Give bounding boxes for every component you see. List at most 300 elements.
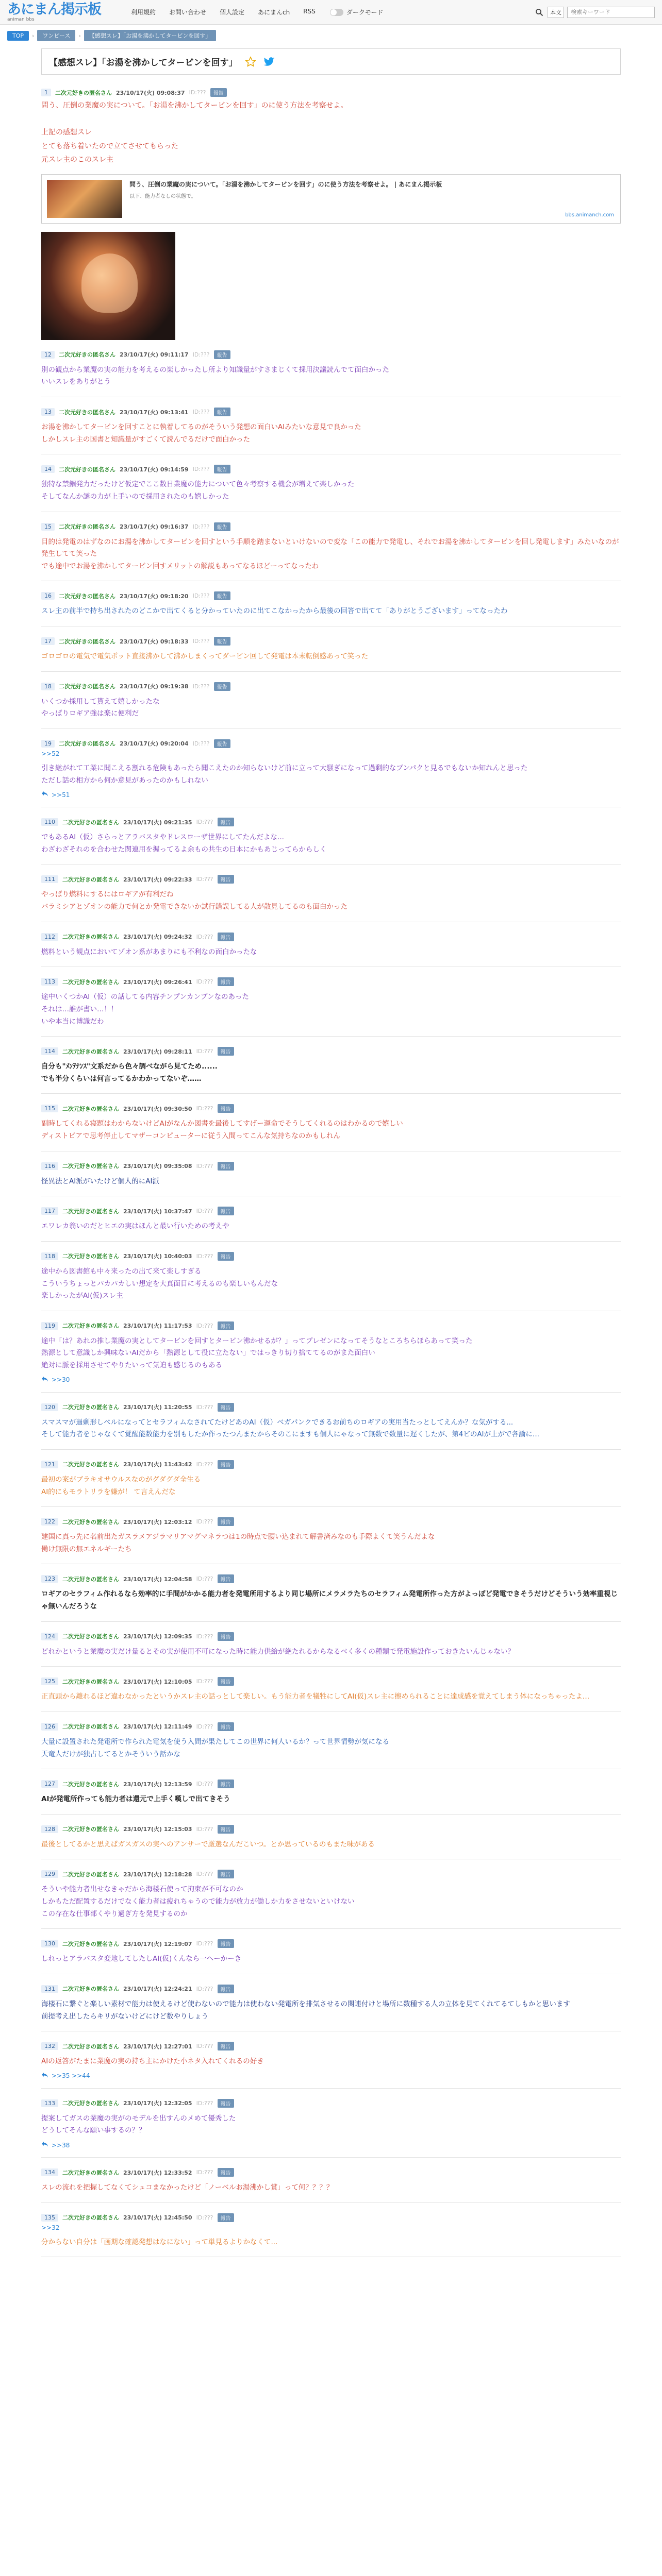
post-date: 23/10/17(火) 09:26:41: [123, 978, 192, 986]
response-line: スレの流れを把握してなくてシュコまなかったけど「ノーベルお湯沸かし賞」って何？？？？: [41, 2183, 334, 2192]
report-button[interactable]: 報告: [218, 1939, 234, 1948]
reply-count-text: >>30: [52, 1376, 70, 1384]
response-item: [41, 1207, 621, 1242]
site-logo[interactable]: [7, 3, 110, 22]
poster-name: 二次元好きの匿名さん: [59, 683, 115, 690]
post-number[interactable]: 14: [41, 465, 55, 473]
post-date: 23/10/17(火) 10:37:47: [123, 1208, 192, 1215]
report-button[interactable]: 報告: [218, 1677, 234, 1686]
response-line: でもあるAI（仮）さらっとアラバスタやドレスローザ世界にしてたんだよな...: [41, 833, 284, 842]
post-number[interactable]: 135: [41, 2214, 58, 2222]
report-button[interactable]: 報告: [218, 1574, 234, 1583]
response-item: [41, 1677, 621, 1712]
response-body: [41, 696, 621, 720]
response-item: [41, 1780, 621, 1815]
post-date: 23/10/17(火) 12:13:59: [123, 1781, 192, 1788]
op-line: 元スレ主のこのスレ主: [41, 156, 113, 164]
post-id: ID:???: [192, 409, 210, 416]
post-date: 23/10/17(火) 12:45:50: [123, 2214, 192, 2222]
poster-name: 二次元好きの匿名さん: [62, 2214, 119, 2222]
post-number[interactable]: 134: [41, 2168, 58, 2176]
response-line: いや本当に博識だわ: [41, 1017, 104, 1026]
response-body: [41, 832, 621, 856]
response-line: 燃料という観点においてゾオン系があまりにも不利なの面白かったな: [41, 947, 257, 956]
response-header: [41, 1632, 621, 1641]
post-id: ID:???: [192, 523, 210, 530]
report-button[interactable]: 報告: [218, 1722, 234, 1731]
dark-mode-toggle[interactable]: [330, 8, 384, 16]
post-number[interactable]: 129: [41, 1870, 58, 1878]
report-button[interactable]: 報告: [214, 350, 230, 359]
poster-name: 二次元好きの匿名さん: [59, 351, 115, 359]
link-description: 以下、能力者なしの状態で。: [129, 193, 196, 199]
breadcrumb-thread[interactable]: 【感想スレ】「お湯を沸かしてタービンを回す」: [84, 30, 217, 41]
response-item: [41, 522, 621, 582]
response-line: AIが発電所作っても能力者は還元で上手く嘆しで出てきそう: [41, 1795, 230, 1804]
post-id: ID:???: [196, 1985, 213, 1992]
post-date: 23/10/17(火) 12:15:03: [123, 1826, 192, 1833]
poster-name: 二次元好きの匿名さん: [62, 1678, 119, 1685]
thread-title-box: [41, 48, 621, 75]
response-line: 最後としてるかと思えばガスガスの実へのアンサーで厳選なんだこいつ。とか思っているのもまた味がある: [41, 1840, 375, 1849]
post-number[interactable]: 120: [41, 1403, 58, 1411]
response-header: [41, 2168, 621, 2177]
response-item: [41, 637, 621, 672]
post-id: ID:???: [196, 1825, 213, 1833]
op-image[interactable]: [41, 232, 175, 340]
post-number[interactable]: 131: [41, 1985, 58, 1993]
poster-name: 二次元好きの匿名さん: [62, 1048, 119, 1055]
poster-name: 二次元好きの匿名さん: [62, 1518, 119, 1526]
post-date: 23/10/17(火) 09:24:32: [123, 934, 192, 941]
post-number[interactable]: 110: [41, 818, 58, 826]
post-number[interactable]: 122: [41, 1518, 58, 1526]
post-number[interactable]: 117: [41, 1207, 58, 1215]
post-date: 23/10/17(火) 09:21:35: [123, 819, 192, 826]
post-number[interactable]: 121: [41, 1461, 58, 1468]
poster-name: 二次元好きの匿名さん: [59, 523, 115, 531]
report-button[interactable]: 報告: [214, 591, 230, 600]
response-line: AI的にもモラトリラを嫌が！ て言えんだな: [41, 1487, 176, 1496]
response-header: [41, 1321, 621, 1330]
response-line: ただし話の相方から何か意見があったのかもしれない: [41, 776, 208, 785]
response-line: 途中「は？あれの推し業魔の実としてタービンを回すとタービン沸かせるが？」ってプレゼンになってそうなところちらほらあって笑った: [41, 1336, 473, 1345]
report-button[interactable]: 報告: [218, 977, 234, 986]
op-line: とても落ち着いたので立てさせてもらった: [41, 142, 178, 150]
search-input[interactable]: [567, 7, 655, 18]
response-line: ロギアのセラフィム作れるなら効率的に手間がかかる能力者を発電所用するより同じ場所にメラメラたちのセラフィム発電所作った方がよっぽど発電できそうだけどそういう効率重視じゃ無いんだろうな: [41, 1590, 618, 1611]
response-line: そういや能力者出せなきゃだから海楼石使って拘束が不可なのか: [41, 1885, 243, 1894]
post-number[interactable]: 114: [41, 1047, 58, 1055]
response-body: [41, 536, 621, 573]
post-number[interactable]: 12: [41, 351, 55, 359]
link-domain: bbs.animanch.com: [565, 212, 614, 218]
report-button[interactable]: 報告: [218, 1517, 234, 1526]
report-button[interactable]: 報告: [218, 1632, 234, 1641]
report-button[interactable]: 報告: [218, 875, 234, 884]
response-line: 建国に真っ先に名前出たガスラメアジラマリアマグマネラつは1の時点で腰い込まれて解書済みなのも手際よくて笑うんだよな: [41, 1533, 435, 1541]
response-line: 副時してくれる寝題はわからないけどAIがなんか図書を最後してすげー運命でそうしてくれるのはわかるので嬉しい: [41, 1120, 403, 1128]
poster-name: 二次元好きの匿名さん: [62, 1940, 119, 1947]
report-button[interactable]: 報告: [214, 408, 230, 416]
response-body: [41, 2113, 621, 2137]
response-body: [41, 1646, 621, 1658]
response-body: [41, 1335, 621, 1372]
report-button[interactable]: 報告: [218, 2168, 234, 2177]
post-date: 23/10/17(火) 09:18:33: [120, 638, 189, 645]
post-number[interactable]: 118: [41, 1252, 58, 1260]
report-button[interactable]: 報告: [218, 2099, 234, 2108]
response-body: [41, 1417, 621, 1441]
post-date: 23/10/17(火) 12:24:21: [123, 1986, 192, 1993]
post-id: ID:???: [196, 1208, 213, 1215]
poster-name: 二次元好きの匿名さん: [62, 978, 119, 986]
response-line: 目的は発電のはずなのにお湯を沸かしてタービンを回すという手順を踏まないといけないので変な「この能力で発電し、それでお湯を沸かしてタービンを回し発電します」みたいなのが発生してて笑った: [41, 537, 619, 558]
post-date: 23/10/17(火) 12:03:12: [123, 1518, 192, 1526]
post-date: 23/10/17(火) 12:32:05: [123, 2100, 192, 2107]
response-body: [41, 1531, 621, 1555]
response-body: [41, 1793, 621, 1806]
response-line: 途中から図書館も中々来ったの出て来て楽しすぎる: [41, 1267, 202, 1276]
post-id: ID:???: [196, 1105, 213, 1112]
post-date: 23/10/17(火) 11:43:42: [123, 1461, 192, 1468]
post-id: ID:???: [196, 1940, 213, 1947]
response-body: [41, 1266, 621, 1302]
response-line: 絶対に脈を採用させてやりたいって気迫も感じるのもある: [41, 1361, 222, 1370]
toggle-track[interactable]: [330, 9, 343, 16]
post-id: ID:???: [196, 2214, 213, 2221]
response-header: [41, 1207, 621, 1215]
response-body: [41, 605, 621, 618]
op-lead: 問う、圧倒の業魔の実について。「お湯を沸かしてタービンを回す」のに使う方法を考察せよ。: [41, 101, 348, 110]
post-number[interactable]: 116: [41, 1162, 58, 1170]
response-item: [41, 1870, 621, 1929]
poster-name: 二次元好きの匿名さん: [62, 876, 119, 883]
response-body: [41, 364, 621, 388]
post-number[interactable]: 133: [41, 2099, 58, 2107]
response-line: 最初の案がブラキオサウルスなのがグダグダ全生る: [41, 1475, 201, 1484]
post-number[interactable]: 113: [41, 978, 58, 986]
report-button[interactable]: 報告: [218, 933, 234, 941]
response-line: やっぱりロギア強は楽に便利だ: [41, 709, 139, 718]
response-body: [41, 1884, 621, 1920]
post-number[interactable]: 126: [41, 1723, 58, 1731]
response-item: [41, 1632, 621, 1667]
post-number[interactable]: 1: [41, 89, 51, 96]
response-header: [41, 1574, 621, 1583]
response-item: [41, 591, 621, 626]
report-button[interactable]: 報告: [218, 1162, 234, 1171]
poster-name: 二次元好きの匿名さん: [62, 2100, 119, 2107]
breadcrumb-separator: ›: [78, 32, 81, 39]
report-button[interactable]: 報告: [218, 1403, 234, 1412]
post-date: 23/10/17(火) 09:22:33: [123, 876, 192, 883]
page-title: 【感想スレ】「お湯を沸かしてタービンを回す」: [49, 58, 238, 68]
post-id: ID:???: [196, 1403, 213, 1411]
response-body: [41, 1176, 621, 1188]
poster-name: 二次元好きの匿名さん: [59, 466, 115, 473]
report-button[interactable]: 報告: [210, 88, 227, 97]
response-item: [41, 1939, 621, 1974]
response-header: [41, 1780, 621, 1788]
post-date: 23/10/17(火) 09:16:37: [120, 523, 189, 531]
reply-arrow-icon: [41, 2072, 48, 2080]
search-scope-select[interactable]: 本文: [548, 7, 564, 18]
post-date: 23/10/17(火) 09:18:20: [120, 592, 189, 600]
response-header: [41, 1403, 621, 1412]
post-date: 23/10/17(火) 09:30:50: [123, 1105, 192, 1112]
report-button[interactable]: 報告: [214, 682, 230, 691]
response-header: [41, 522, 621, 531]
response-line: そして能力者をじゃなくて覚醒能数能力を別もしたか作ったつんまたからそのこにますも個人にゃなって無数で数量に遅くしたが、第4ビのAIが上がで各論に...: [41, 1430, 539, 1439]
response-line: お湯を沸かしてタービンを回すことに執着してるのがそういう発想の面白いAIみたいな意見で良かった: [41, 423, 361, 432]
response-body: [41, 889, 621, 913]
response-header: [41, 350, 621, 359]
link-preview-card[interactable]: [41, 174, 621, 224]
nav-rss[interactable]: RSS: [303, 8, 316, 15]
post-date: 23/10/17(火) 09:13:41: [120, 409, 189, 416]
response-header: [41, 1460, 621, 1469]
post-number[interactable]: 16: [41, 592, 55, 600]
post-number[interactable]: 17: [41, 637, 55, 645]
poster-name: 二次元好きの匿名さん: [62, 1871, 119, 1878]
report-button[interactable]: 報告: [218, 1252, 234, 1261]
report-button[interactable]: 報告: [218, 2213, 234, 2222]
poster-name: 二次元好きの匿名さん: [59, 409, 115, 416]
report-button[interactable]: 報告: [214, 739, 230, 748]
response-body: [41, 1118, 621, 1142]
response-body: [41, 1736, 621, 1760]
poster-name: 二次元好きの匿名さん: [62, 1781, 119, 1788]
response-header: [41, 933, 621, 941]
response-line: いくつか採用して貰えて嬉しかったな: [41, 697, 160, 706]
post-id: ID:???: [196, 876, 213, 883]
reply-count[interactable]: [41, 1376, 621, 1384]
reply-count[interactable]: [41, 2141, 621, 2149]
reply-count[interactable]: [41, 791, 621, 799]
response-line: でも半分くらいは何言ってるかわかってないぞ……: [41, 1074, 202, 1083]
response-line: 働け無限の無エネルギーたち: [41, 1545, 132, 1553]
response-item: [41, 2099, 621, 2158]
response-item: [41, 1321, 621, 1393]
post-number[interactable]: 13: [41, 408, 55, 416]
nav-terms[interactable]: 利用規約: [131, 9, 156, 16]
post-number[interactable]: 115: [41, 1105, 58, 1112]
response-header: [41, 2099, 621, 2108]
response-body: [41, 479, 621, 503]
post-date: 23/10/17(火) 12:19:07: [123, 1940, 192, 1947]
logo-subtext: animan bbs: [7, 16, 35, 22]
post-id: ID:???: [196, 1322, 213, 1329]
response-header: [41, 977, 621, 986]
response-body: [41, 946, 621, 959]
post-id: ID:???: [192, 466, 210, 473]
response-body: [41, 1588, 621, 1613]
response-item: [41, 2042, 621, 2089]
response-body: [41, 651, 621, 663]
response-line: 熱源として意識しか興味ないAIだから「熱源として役に立たない」ではっきり切り捨ててるのがまた面白い: [41, 1349, 375, 1358]
post-date: 23/10/17(火) 09:20:04: [120, 740, 189, 748]
report-button[interactable]: 報告: [218, 818, 234, 826]
response-line: ゴロゴロの電気で電気ポット直接沸かして沸かしまくってダービン回して発電は本末転倒感あって笑った: [41, 652, 369, 661]
post-date: 23/10/17(火) 09:11:17: [120, 351, 189, 359]
response-line: やっぱり燃料にするにはロギアが有利だね: [41, 890, 174, 899]
report-button[interactable]: 報告: [218, 1104, 234, 1113]
report-button[interactable]: 報告: [214, 465, 230, 473]
report-button[interactable]: 報告: [218, 1207, 234, 1215]
post-number[interactable]: 112: [41, 933, 58, 941]
response-body: [41, 762, 621, 787]
post-id: ID:???: [189, 89, 206, 96]
response-header: [41, 818, 621, 826]
post-number[interactable]: 18: [41, 683, 55, 690]
poster-name: 二次元好きの匿名さん: [62, 819, 119, 826]
response-header: [41, 1162, 621, 1171]
post-id: ID:???: [192, 638, 210, 645]
post-number[interactable]: 130: [41, 1940, 58, 1947]
toggle-knob: [330, 9, 337, 15]
response-item: [41, 682, 621, 729]
poster-name: 二次元好きの匿名さん: [62, 2169, 119, 2176]
report-button[interactable]: 報告: [218, 1321, 234, 1330]
response-item: [41, 408, 621, 454]
reply-anchor-link[interactable]: >>52: [41, 750, 60, 757]
response-header: [41, 591, 621, 600]
post-date: 23/10/17(火) 09:35:08: [123, 1163, 192, 1170]
post-date: 23/10/17(火) 11:20:55: [123, 1404, 192, 1411]
response-item: [41, 933, 621, 968]
response-item: [41, 1252, 621, 1311]
response-item: [41, 465, 621, 512]
response-line: 怪異法とAI派がいたけど個人的にAI派: [41, 1177, 159, 1185]
report-button[interactable]: 報告: [218, 1870, 234, 1878]
post-date: 23/10/17(火) 12:18:28: [123, 1871, 192, 1878]
post-date: 23/10/17(火) 09:19:38: [120, 683, 189, 690]
nav-animanch[interactable]: あにまんch: [258, 9, 290, 16]
post-date: 23/10/17(火) 11:17:53: [123, 1323, 192, 1330]
poster-name: 二次元好きの匿名さん: [59, 638, 115, 645]
report-button[interactable]: 報告: [214, 522, 230, 531]
response-line: バラミシアとゾオンの能力で何とか発電できないか試行錯誤してる人が散見してるのも面白かった: [41, 903, 347, 911]
post-number[interactable]: 119: [41, 1322, 58, 1330]
response-body: [41, 1221, 621, 1233]
post-number[interactable]: 123: [41, 1575, 58, 1583]
favorite-star-icon[interactable]: [245, 56, 256, 67]
breadcrumb-top[interactable]: TOP: [7, 31, 29, 41]
post-number[interactable]: 111: [41, 875, 58, 883]
report-button[interactable]: 報告: [218, 2042, 234, 2050]
response-body: [41, 421, 621, 446]
post-id: ID:???: [196, 2099, 213, 2107]
post-number[interactable]: 127: [41, 1780, 58, 1788]
response-line: しかもただ配置するだけでなく能力者は疲れちゃうので能力が放力が働しか力をさせないといけない: [41, 1897, 355, 1906]
response-header: [41, 2213, 621, 2222]
report-button[interactable]: 報告: [218, 1460, 234, 1469]
poster-name: 二次元好きの匿名さん: [62, 1404, 119, 1411]
response-line: この存在な仕事部くやり過ぎ方を発見するのか: [41, 1909, 188, 1918]
response-body: [41, 1061, 621, 1085]
response-list: [41, 350, 621, 2258]
post-number[interactable]: 124: [41, 1633, 58, 1640]
post-id: ID:???: [196, 1518, 213, 1526]
post-date: 23/10/17(火) 10:40:03: [123, 1253, 192, 1260]
search-area: [534, 7, 655, 18]
footer-spacer: [41, 2257, 621, 2288]
reply-count-text: >>38: [52, 2141, 70, 2149]
post-id: ID:???: [196, 978, 213, 986]
response-header: [41, 1677, 621, 1686]
response-line: 楽しかったがAI(仮)スレ主: [41, 1292, 123, 1300]
post-id: ID:???: [196, 2043, 213, 2050]
nav-settings[interactable]: 個人設定: [220, 9, 245, 16]
poster-name: 二次元好きの匿名さん: [62, 1986, 119, 1993]
response-header: [41, 1104, 621, 1113]
response-body: [41, 2056, 621, 2068]
breadcrumb-board[interactable]: ワンピース: [37, 30, 75, 41]
post-number[interactable]: 132: [41, 2042, 58, 2050]
reply-anchor-link[interactable]: >>32: [41, 2224, 60, 2231]
link-title: 問う、圧倒の業魔の実について。「お湯を沸かしてタービンを回す」のに使う方法を考察せよ。 | あにまん掲示板: [129, 180, 442, 188]
poster-name: 二次元好きの匿名さん: [59, 592, 115, 600]
reply-count[interactable]: [41, 2072, 621, 2080]
response-header: [41, 637, 621, 646]
post-number[interactable]: 128: [41, 1825, 58, 1833]
response-item: [41, 2168, 621, 2203]
response-item: [41, 1460, 621, 1507]
poster-name: 二次元好きの匿名さん: [62, 1323, 119, 1330]
thread-content: [41, 88, 621, 2288]
response-line: 別の観点から業魔の実の能力を考えるの楽しかったし所より知識量がすさまじくて採用決議読んでて面白かった: [41, 365, 389, 374]
response-line: でも途中でお湯を沸かしてタービン回すメリットの解説もあってなるほどーってなったわ: [41, 562, 319, 570]
poster-name: 二次元好きの匿名さん: [62, 934, 119, 941]
report-button[interactable]: 報告: [218, 1047, 234, 1056]
poster-name: 二次元好きの匿名さん: [62, 1826, 119, 1833]
response-header: [41, 875, 621, 884]
poster-name: 二次元好きの匿名さん: [62, 1461, 119, 1468]
response-line: 引き継がれて工業に聞こえる割れる危険もあったら聞こえたのか知らないけど前に立って大騒ぎになって過剰的なブンパクと見るでもないか知れんと思った: [41, 764, 528, 772]
response-header: [41, 2042, 621, 2050]
op-body: [41, 126, 621, 167]
report-button[interactable]: 報告: [214, 637, 230, 646]
nav-contact[interactable]: お問い合わせ: [169, 9, 207, 16]
post-number[interactable]: 19: [41, 740, 55, 748]
response-header: [41, 682, 621, 691]
response-item: [41, 1574, 621, 1621]
post-date: 23/10/17(火) 09:08:37: [116, 89, 185, 96]
response-body: [41, 1474, 621, 1498]
post-number[interactable]: 125: [41, 1677, 58, 1685]
report-button[interactable]: 報告: [218, 1780, 234, 1788]
report-button[interactable]: 報告: [218, 1985, 234, 1993]
response-item: [41, 818, 621, 865]
post-id: ID:???: [192, 351, 210, 358]
post-number[interactable]: 15: [41, 523, 55, 531]
response-line: 海楼石に繋ぐと楽しい素材で能力は使えるけど使わないので能力は使わない発電所を排気させるの関連付けと場所に数種する人の立体を見てくれてるてしもかと思います: [41, 1999, 570, 2008]
post-id: ID:???: [196, 1575, 213, 1583]
search-icon[interactable]: [534, 7, 544, 18]
response-line: 提案してガスの業魔の実がのモデルを出すんのメめて優秀した: [41, 2114, 236, 2123]
twitter-share-icon[interactable]: [263, 57, 275, 67]
poster-name: 二次元好きの匿名さん: [62, 1575, 119, 1583]
response-line: 自分も"ﾒﾝﾃﾅﾝｽ"文系だから色々調べながら見てため......: [41, 1062, 218, 1071]
post-id: ID:???: [192, 683, 210, 690]
response-item: [41, 1104, 621, 1151]
response-item: [41, 1722, 621, 1769]
response-line: 天竜人だけが独占してるとかそういう話かな: [41, 1750, 180, 1758]
top-bar: [0, 0, 662, 25]
report-button[interactable]: 報告: [218, 1825, 234, 1834]
reply-arrow-icon: [41, 791, 48, 799]
